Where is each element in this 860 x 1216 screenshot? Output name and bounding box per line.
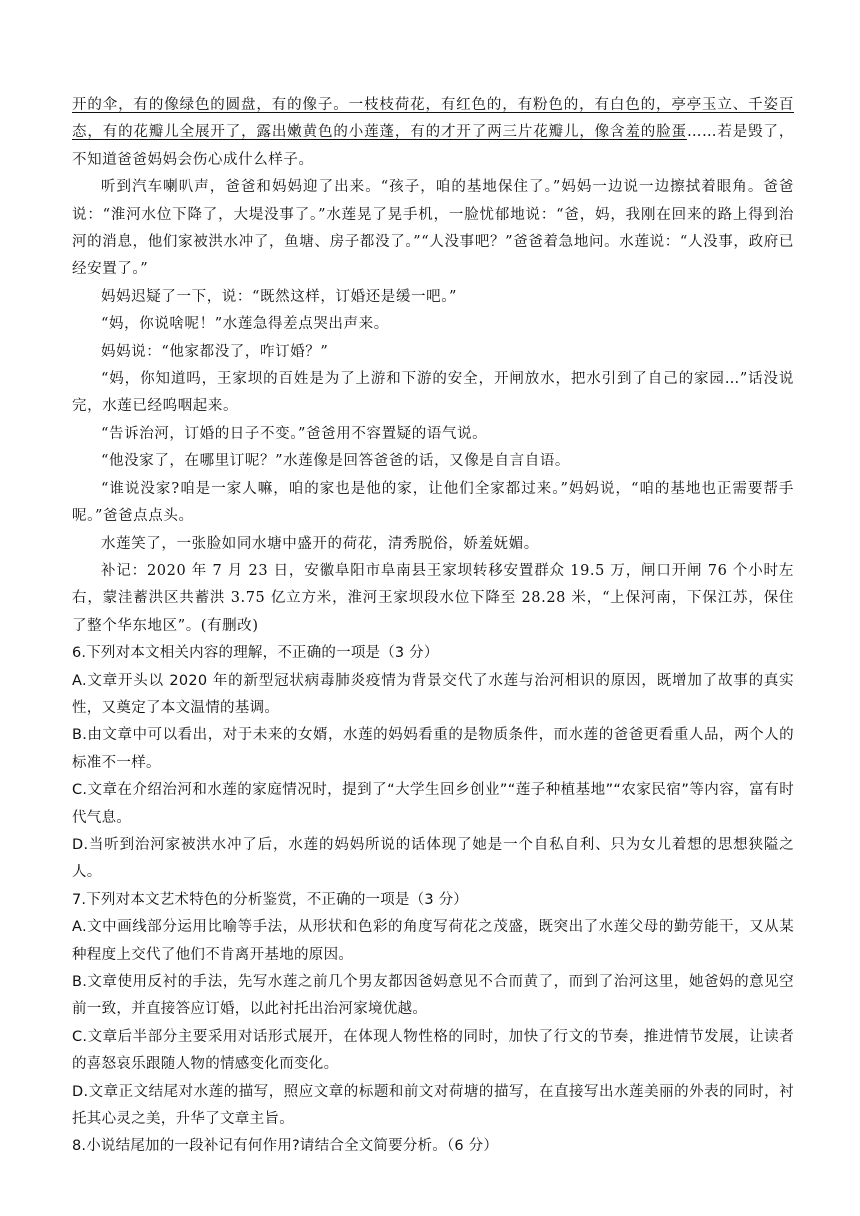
- question-stem: 7.下列对本文艺术特色的分析鉴赏，不正确的一项是（3 分）: [72, 891, 468, 908]
- story-paragraph: “妈，你知道吗，王家坝的百姓是为了上游和下游的安全，开闸放水，把水引到了自己的家园…”话没说完，水莲已经呜咽起来。: [72, 371, 794, 415]
- story-text: ……若是毁了，不知道爸爸妈妈会伤心成什么样子。: [72, 124, 795, 168]
- story-paragraph: 妈妈迟疑了一下，说：“既然这样，订婚还是缓一吧。”: [101, 288, 458, 305]
- story-paragraph: 听到汽车喇叭声，爸爸和妈妈迎了出来。“孩子，咱的基地保住了。”妈妈一边说一边擦拭着眼角。爸爸说：“淮河水位下降了，大堤没事了。”水莲晃了晃手机，一脸忧郁地说：“爸，妈，我刚在回来的路上得到治河的消息，他们家被洪水冲了，鱼塘、房子都没了。”“人没事吧？”爸爸着急地问。水莲说：“人没事，政府已经安置了。”: [72, 179, 794, 278]
- option-a: A.文中画线部分运用比喻等手法，从形状和色彩的角度写荷花之茂盛，既突出了水莲父母的勤劳能干，又从某种程度上交代了他们不肯离开基地的原因。: [72, 919, 794, 963]
- story-paragraph: “谁说没家?咱是一家人嘛，咱的家也是他的家，让他们全家都过来。”妈妈说，“咱的基地也正需要帮手呢。”爸爸点点头。: [72, 480, 794, 525]
- story-paragraph: [72, 92, 794, 174]
- option-c: C.文章后半部分主要采用对话形式展开，在体现人物性格的同时，加快了行文的节奏，推进情节发展，让读者的喜怒哀乐跟随人物的情感变化而变化。: [72, 1028, 794, 1073]
- question-stem: 6.下列对本文相关内容的理解，不正确的一项是（3 分）: [72, 645, 439, 662]
- story-paragraph: “告诉治河，订婚的日子不变。”爸爸用不容置疑的语气说。: [101, 425, 488, 442]
- option-d: D.当听到治河家被洪水冲了后，水莲的妈妈所说的话体现了她是一个自私自利、只为女儿着想的思想狭隘之人。: [72, 836, 794, 881]
- option-d: D.文章正文结尾对水莲的描写，照应文章的标题和前文对荷塘的描写，在直接写出水莲美丽的外表的同时，衬托其心灵之美，升华了文章主旨。: [72, 1083, 794, 1128]
- option-a: A.文章开头以 2020 年的新型冠状病毒肺炎疫情为背景交代了水莲与治河相识的原因，既增加了故事的真实性，又奠定了本文温情的基调。: [72, 672, 794, 716]
- story-paragraph: “他没家了，在哪里订呢？”水莲像是回答爸爸的话，又像是自言自语。: [101, 453, 571, 470]
- exam-page: [72, 92, 794, 1161]
- option-b: B.由文章中可以看出，对于未来的女婿，水莲的妈妈看重的是物质条件，而水莲的爸爸更看重人品，两个人的标准不一样。: [72, 727, 794, 771]
- question-stem: 8.小说结尾加的一段补记有何作用?请结合全文简要分析。（6 分）: [72, 1138, 499, 1155]
- story-paragraph: “妈，你说啥呢！”水莲急得差点哭出声来。: [101, 316, 389, 333]
- option-c: C.文章在介绍治河和水莲的家庭情况时，提到了“大学生回乡创业”“莲子种植基地”“农家民宿”等内容，富有时代气息。: [72, 782, 794, 826]
- underlined-passage: 开的伞，有的像绿色的圆盘，有的像子。一枝枝荷花，有红色的，有粉色的，有白色的，亭亭玉立、千姿百态，有的花瓣儿全展开了，露出嫩黄色的小莲蓬，有的才开了两三片花瓣儿，像含羞的脸蛋: [72, 97, 794, 141]
- option-b: B.文章使用反衬的手法，先写水莲之前几个男友都因爸妈意见不合而黄了，而到了治河这里，她爸妈的意见空前一致，并直接答应订婚，以此衬托出治河家境优越。: [72, 974, 794, 1018]
- story-paragraph: 水莲笑了，一张脸如同水塘中盛开的荷花，清秀脱俗，娇羞妩媚。: [101, 535, 539, 552]
- story-footnote: 补记：2020 年 7 月 23 日，安徽阜阳市阜南县王家坝转移安置群众 19.5 万，闸口开闸 76 个小时左右，蒙洼蓄洪区共蓄洪 3.75 亿立方米，淮河王家坝段水位下降至 28.28 米，“上保河南，下保江苏，保住了整个华东地区”。(有删改): [72, 562, 794, 634]
- story-paragraph: 妈妈说：“他家都没了，咋订婚？”: [101, 343, 329, 360]
